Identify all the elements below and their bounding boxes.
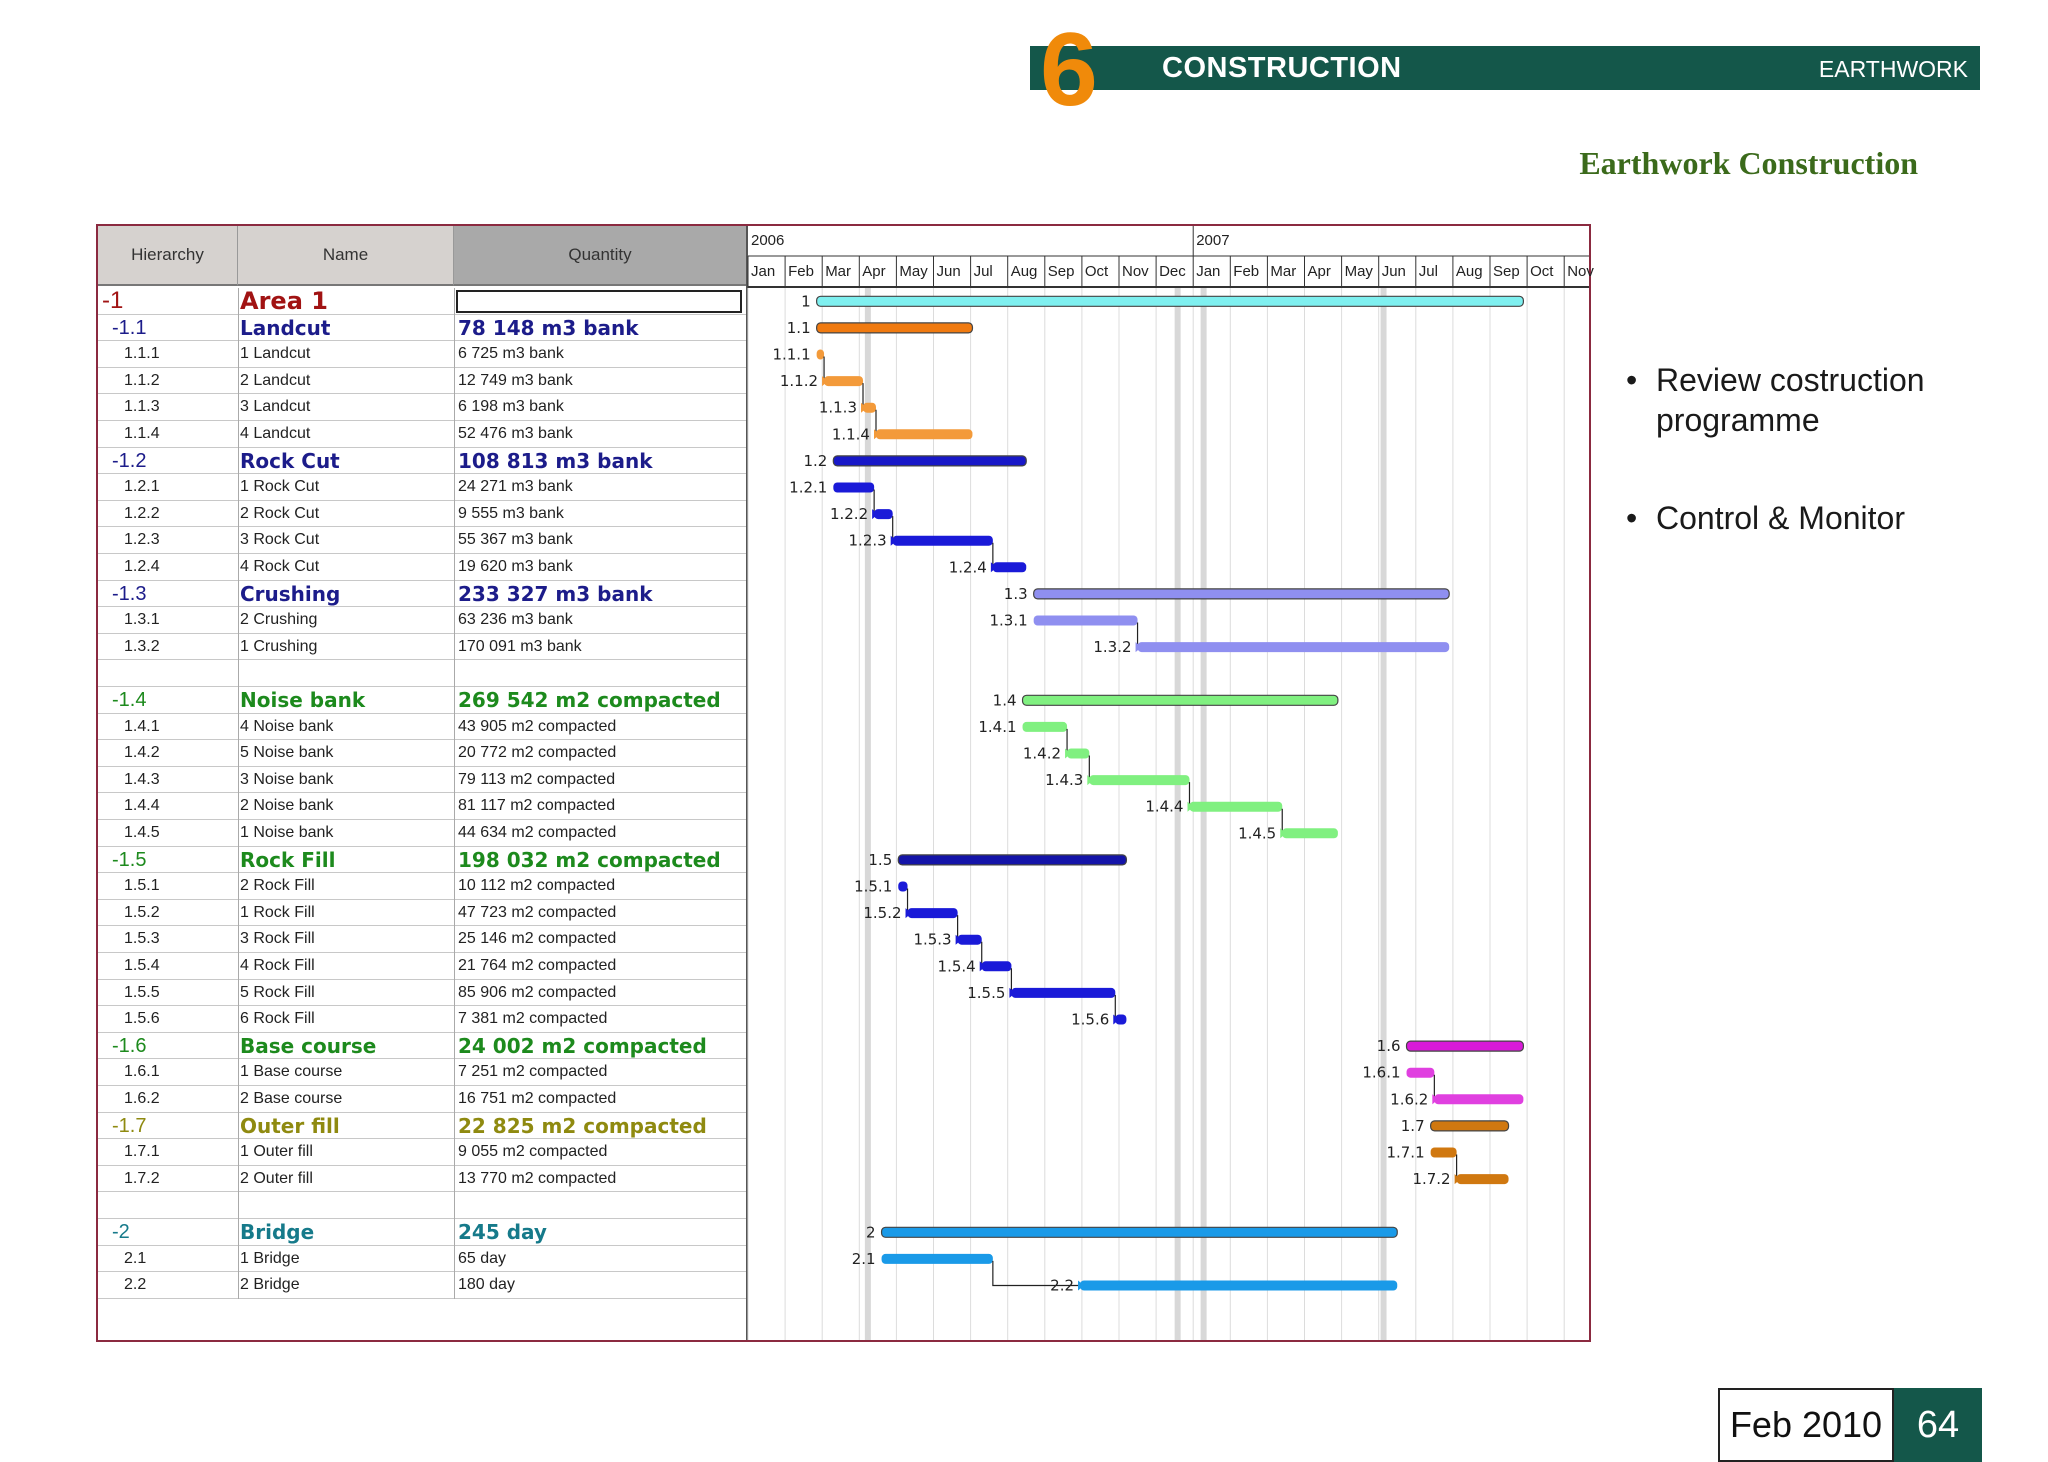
quantity-cell: 25 146 m2 compacted — [458, 930, 617, 948]
bar-label: 1.4.3 — [1045, 771, 1084, 790]
month-label: May — [899, 263, 928, 280]
summary-bar — [898, 855, 1126, 865]
nonworking-strip — [1201, 288, 1207, 1340]
table-row[interactable] — [98, 847, 748, 874]
bullet-text: Review costruction programme — [1656, 362, 1925, 438]
table-row[interactable] — [98, 581, 748, 608]
name-cell — [240, 1192, 450, 1219]
name-cell: 6 Rock Fill — [240, 1010, 315, 1028]
quantity-cell: 269 542 m2 compacted — [458, 688, 721, 712]
table-row[interactable] — [98, 1219, 748, 1246]
month-label: Feb — [1233, 263, 1260, 280]
quantity-cell: 19 620 m3 bank — [458, 558, 573, 575]
column-header-quantity[interactable]: Quantity — [454, 226, 748, 286]
bar-label: 2.1 — [851, 1249, 876, 1268]
task-bar — [1138, 642, 1450, 652]
hierarchy-cell: 1.4.1 — [124, 717, 160, 735]
quantity-cell: 6 725 m3 bank — [458, 345, 564, 363]
quantity-cell: 198 032 m2 compacted — [458, 847, 721, 872]
bullet-list — [1622, 360, 2022, 596]
quantity-cell: 10 112 m2 compacted — [458, 877, 616, 895]
quantity-cell: 81 117 m2 compacted — [458, 797, 616, 815]
bar-label: 1.4 — [992, 691, 1017, 710]
table-row[interactable] — [98, 607, 748, 634]
bar-label: 1.7.1 — [1386, 1143, 1425, 1162]
month-label: Jul — [1418, 263, 1438, 280]
month-label: Apr — [1307, 263, 1331, 280]
table-row[interactable] — [98, 1166, 748, 1193]
name-cell: Rock Cut — [240, 448, 340, 473]
summary-bar — [1023, 695, 1338, 705]
table-row[interactable] — [98, 315, 748, 342]
bullet-item — [1622, 498, 2022, 538]
summary-bar — [1034, 589, 1450, 599]
page-number: 64 — [1894, 1388, 1982, 1462]
hierarchy-cell: 1.1.4 — [124, 425, 160, 442]
table-row[interactable] — [98, 873, 748, 900]
hierarchy-cell: 1.5.3 — [124, 930, 160, 948]
table-row[interactable] — [98, 474, 748, 501]
year-label: 2007 — [1196, 232, 1230, 249]
hierarchy-cell: -1.1 — [112, 316, 147, 339]
bar-label: 1.1.1 — [772, 345, 811, 364]
table-row[interactable] — [98, 554, 748, 581]
quantity-cell: 63 236 m3 bank — [458, 611, 573, 629]
bar-label: 1.2.4 — [948, 558, 987, 577]
hierarchy-cell: -1.2 — [112, 449, 147, 472]
quantity-cell — [458, 1192, 743, 1219]
month-label: Jan — [751, 263, 776, 280]
quantity-cell: 24 271 m3 bank — [458, 478, 573, 496]
nonworking-strip — [865, 288, 871, 1340]
hierarchy-cell: -1.6 — [112, 1034, 147, 1057]
quantity-cell: 79 113 m2 compacted — [458, 770, 616, 788]
bar-label: 1.5.6 — [1071, 1010, 1110, 1029]
bar-label: 1.5.2 — [863, 904, 902, 923]
name-cell: 3 Landcut — [240, 398, 311, 416]
name-cell: 1 Bridge — [240, 1249, 300, 1267]
hierarchy-cell: 1.2.4 — [124, 558, 160, 575]
name-cell: 5 Rock Fill — [240, 983, 315, 1001]
table-row[interactable] — [98, 980, 748, 1007]
section-subtitle: EARTHWORK — [1818, 56, 1968, 82]
bar-label: 1.5 — [868, 850, 893, 869]
hierarchy-cell: 1.2.3 — [124, 531, 160, 549]
table-row[interactable] — [98, 501, 748, 528]
table-row[interactable] — [98, 1033, 748, 1060]
bar-label: 1.2.2 — [829, 505, 869, 524]
month-label: Jan — [1196, 263, 1221, 280]
name-cell: 1 Noise bank — [240, 824, 334, 841]
table-row[interactable] — [98, 953, 748, 980]
bar-label: 1.1.3 — [818, 398, 858, 417]
hierarchy-cell: 1.1.2 — [124, 371, 160, 389]
hierarchy-cell: 1.5.5 — [124, 983, 160, 1001]
task-bar — [882, 1254, 993, 1264]
table-row[interactable] — [98, 1113, 748, 1140]
name-cell — [240, 660, 450, 687]
bullet-dot-icon: • — [1626, 362, 1638, 398]
month-label: Sep — [1493, 263, 1520, 280]
name-cell: Landcut — [240, 315, 331, 340]
task-bar — [1011, 988, 1115, 998]
quantity-cell: 7 251 m2 compacted — [458, 1063, 608, 1081]
bar-label: 1.7 — [1400, 1116, 1425, 1135]
bar-label: 1.5.4 — [937, 957, 976, 976]
name-cell: 4 Landcut — [240, 425, 311, 442]
column-divider — [454, 288, 455, 1299]
hierarchy-cell: 2.2 — [124, 1276, 147, 1294]
hierarchy-cell: 1.5.6 — [124, 1010, 160, 1028]
bar-label: 1.3.2 — [1093, 638, 1132, 657]
task-bar — [876, 429, 972, 439]
bar-label: 2.2 — [1050, 1276, 1075, 1295]
table-row[interactable] — [98, 527, 748, 554]
hierarchy-cell: 1.2.1 — [124, 478, 160, 496]
task-bar — [1431, 1148, 1457, 1158]
table-row[interactable] — [98, 926, 748, 953]
table-row[interactable] — [98, 767, 748, 794]
bar-label: 1.3 — [1003, 584, 1028, 603]
column-header-name[interactable]: Name — [238, 226, 454, 286]
month-label: Dec — [1159, 263, 1186, 280]
name-cell: 4 Rock Cut — [240, 558, 320, 575]
table-row[interactable] — [98, 394, 748, 421]
task-bar — [908, 908, 958, 918]
table-row[interactable] — [98, 448, 748, 475]
page-title: Earthwork Construction — [1579, 145, 1918, 181]
table-row[interactable] — [98, 1006, 748, 1033]
bar-label: 1.4.4 — [1145, 797, 1184, 816]
hierarchy-cell: 1.7.1 — [124, 1143, 160, 1161]
name-cell: 1 Outer fill — [240, 1143, 313, 1161]
month-label: Jun — [1381, 263, 1406, 280]
table-row-spacer — [98, 1192, 748, 1219]
table-row[interactable] — [98, 288, 748, 315]
quantity-cell: 170 091 m3 bank — [458, 637, 582, 655]
task-bar — [817, 350, 824, 360]
month-label: Jul — [973, 263, 993, 280]
table-row[interactable] — [98, 793, 748, 820]
task-bar — [898, 882, 907, 892]
table-header — [98, 226, 748, 286]
bar-label: 1.6.1 — [1362, 1063, 1401, 1082]
name-cell: 2 Crushing — [240, 611, 318, 629]
bar-label: 1.1.2 — [779, 372, 819, 391]
nonworking-strip — [1381, 288, 1387, 1340]
bar-label: 1.4.2 — [1022, 744, 1062, 763]
table-row[interactable] — [98, 820, 748, 847]
month-label: Aug — [1455, 263, 1483, 280]
table-row[interactable] — [98, 714, 748, 741]
name-cell: 3 Rock Cut — [240, 531, 320, 549]
bar-label: 1.4.5 — [1238, 824, 1277, 843]
gantt-timeline — [748, 226, 1594, 1340]
gantt-chart — [96, 224, 1594, 1342]
month-label: Oct — [1530, 263, 1554, 280]
section-number: 6 — [1040, 12, 1098, 128]
name-cell: 1 Base course — [240, 1063, 343, 1081]
quantity-cell: 6 198 m3 bank — [458, 398, 564, 416]
bar-label: 1.5.1 — [854, 877, 893, 896]
name-cell: Noise bank — [240, 688, 366, 712]
summary-bar — [882, 1227, 1398, 1237]
hierarchy-cell — [102, 1192, 232, 1219]
month-label: Nov — [1122, 263, 1149, 280]
bar-label: 1.6.2 — [1390, 1090, 1429, 1109]
name-cell: 2 Bridge — [240, 1276, 300, 1294]
task-bar — [893, 536, 993, 546]
quantity-cell: 21 764 m2 compacted — [458, 957, 617, 974]
table-row[interactable] — [98, 634, 748, 661]
hierarchy-cell: 1.4.4 — [124, 797, 160, 815]
year-label: 2006 — [751, 232, 785, 249]
quantity-cell: 85 906 m2 compacted — [458, 983, 617, 1001]
quantity-cell: 16 751 m2 compacted — [458, 1090, 617, 1107]
quantity-cell: 55 367 m3 bank — [458, 531, 573, 549]
task-bar — [1080, 1281, 1397, 1291]
bar-label: 1 — [801, 292, 811, 311]
quantity-cell: 180 day — [458, 1276, 515, 1294]
hierarchy-cell: -1.5 — [112, 848, 147, 871]
footer-date: Feb 2010 — [1718, 1388, 1894, 1462]
summary-bar — [1431, 1121, 1509, 1131]
hierarchy-cell: -2 — [112, 1221, 130, 1243]
quantity-cell: 9 555 m3 bank — [458, 504, 564, 522]
table-row[interactable] — [98, 421, 748, 448]
bar-label: 1.1.4 — [831, 425, 870, 444]
table-row[interactable] — [98, 1059, 748, 1086]
hierarchy-cell: -1 — [102, 287, 124, 314]
name-cell: 2 Landcut — [240, 371, 311, 389]
section-title: CONSTRUCTION — [1162, 52, 1402, 84]
quantity-cell: 12 749 m3 bank — [458, 371, 573, 389]
month-label: Nov — [1567, 263, 1594, 280]
name-cell: Rock Fill — [240, 847, 336, 872]
task-bar — [1089, 775, 1189, 785]
name-cell: 3 Rock Fill — [240, 930, 315, 948]
hierarchy-cell: 1.5.1 — [124, 877, 160, 895]
hierarchy-cell: 1.4.2 — [124, 744, 160, 762]
bar-label: 1.5.3 — [913, 930, 952, 949]
bar-label: 1.1 — [786, 318, 811, 337]
quantity-cell: 7 381 m2 compacted — [458, 1010, 608, 1028]
bar-label: 1.5.5 — [967, 983, 1006, 1002]
table-row[interactable] — [98, 1272, 748, 1299]
bar-label: 1.4.1 — [978, 717, 1017, 736]
table-row[interactable] — [98, 1246, 748, 1273]
name-cell: 2 Rock Fill — [240, 877, 315, 895]
summary-bar — [817, 323, 973, 333]
bar-label: 1.7.2 — [1412, 1170, 1451, 1189]
month-label: Feb — [788, 263, 814, 280]
table-row[interactable] — [98, 341, 748, 368]
month-label: Oct — [1084, 263, 1109, 280]
table-row[interactable] — [98, 900, 748, 927]
quantity-cell: 13 770 m2 compacted — [458, 1169, 617, 1187]
hierarchy-cell: 1.2.2 — [124, 504, 160, 522]
task-bar — [824, 376, 863, 386]
month-label: Sep — [1047, 263, 1075, 280]
hierarchy-cell: 1.6.2 — [124, 1090, 160, 1107]
name-cell: 1 Landcut — [240, 345, 311, 363]
task-bar — [993, 562, 1026, 572]
month-label: Aug — [1010, 263, 1038, 280]
quantity-cell: 47 723 m2 compacted — [458, 903, 617, 921]
quantity-cell: 20 772 m2 compacted — [458, 744, 617, 762]
bullet-dot-icon: • — [1626, 500, 1638, 536]
name-cell: Bridge — [240, 1220, 315, 1244]
bar-label: 2 — [866, 1223, 876, 1242]
name-cell: Base course — [240, 1033, 377, 1058]
quantity-cell: 9 055 m2 compacted — [458, 1143, 608, 1161]
bar-label: 1.2.1 — [789, 478, 828, 497]
quantity-input[interactable] — [456, 290, 742, 313]
task-bar — [982, 961, 1012, 971]
bar-label: 1.2.3 — [848, 531, 887, 550]
hierarchy-cell: 1.4.3 — [124, 770, 160, 788]
hierarchy-cell: 1.6.1 — [124, 1063, 160, 1081]
name-cell: 5 Noise bank — [240, 744, 334, 762]
name-cell: 2 Rock Cut — [240, 504, 320, 522]
quantity-cell: 52 476 m3 bank — [458, 425, 573, 442]
name-cell: Area 1 — [240, 287, 328, 315]
summary-bar — [833, 456, 1026, 466]
table-row[interactable] — [98, 740, 748, 767]
column-divider — [238, 288, 239, 1299]
hierarchy-cell: 1.7.2 — [124, 1169, 160, 1187]
bar-label: 1.6 — [1376, 1037, 1401, 1056]
bar-label: 1.3.1 — [989, 611, 1028, 630]
name-cell: 4 Noise bank — [240, 717, 334, 735]
quantity-cell — [458, 660, 743, 687]
name-cell: 1 Rock Fill — [240, 903, 315, 921]
hierarchy-cell: 1.3.1 — [124, 611, 160, 629]
task-bar — [1189, 802, 1282, 812]
table-row[interactable] — [98, 687, 748, 714]
bar-label: 1.2 — [803, 451, 828, 470]
hierarchy-cell: -1.7 — [112, 1114, 147, 1137]
name-cell: 1 Crushing — [240, 637, 318, 655]
hierarchy-cell: 1.5.2 — [124, 903, 160, 921]
hierarchy-cell: 1.3.2 — [124, 637, 160, 655]
table-row[interactable] — [98, 1139, 748, 1166]
quantity-cell: 108 813 m3 bank — [458, 448, 653, 473]
quantity-cell: 65 day — [458, 1249, 507, 1267]
bullet-text: Control & Monitor — [1656, 500, 1905, 536]
task-bar — [1434, 1094, 1523, 1104]
task-bar — [1023, 722, 1068, 732]
hierarchy-cell: -1.4 — [112, 689, 147, 711]
name-cell: 4 Rock Fill — [240, 957, 315, 974]
task-bar — [1407, 1068, 1435, 1078]
summary-bar — [1407, 1041, 1524, 1051]
hierarchy-cell: 1.1.3 — [124, 398, 160, 416]
quantity-cell: 24 002 m2 compacted — [458, 1033, 707, 1058]
month-label: Apr — [862, 263, 886, 280]
task-bar — [1457, 1174, 1509, 1184]
quantity-cell: 233 327 m3 bank — [458, 581, 653, 606]
task-bar — [1034, 616, 1138, 626]
name-cell: 3 Noise bank — [240, 770, 334, 788]
bullet-item — [1622, 360, 2022, 440]
quantity-cell: 22 825 m2 compacted — [458, 1113, 707, 1138]
quantity-cell: 43 905 m2 compacted — [458, 717, 617, 735]
month-label: Mar — [1270, 263, 1297, 280]
month-label: Jun — [936, 263, 961, 280]
name-cell: 2 Outer fill — [240, 1169, 313, 1187]
name-cell: 1 Rock Cut — [240, 478, 320, 496]
month-label: Mar — [825, 263, 852, 280]
hierarchy-cell: 1.1.1 — [124, 345, 160, 363]
table-row[interactable] — [98, 1086, 748, 1113]
hierarchy-cell: 1.4.5 — [124, 824, 160, 841]
name-cell: Crushing — [240, 581, 341, 606]
task-bar — [1282, 828, 1338, 838]
quantity-cell: 245 day — [458, 1220, 547, 1244]
month-label: May — [1344, 263, 1373, 280]
hierarchy-cell: -1.3 — [112, 582, 147, 605]
name-cell: 2 Noise bank — [240, 797, 334, 815]
name-cell: Outer fill — [240, 1113, 340, 1138]
quantity-cell: 44 634 m2 compacted — [458, 824, 617, 841]
name-cell: 2 Base course — [240, 1090, 343, 1107]
task-bar — [833, 483, 874, 493]
hierarchy-cell — [102, 660, 232, 687]
quantity-cell: 78 148 m3 bank — [458, 315, 639, 340]
table-row[interactable] — [98, 368, 748, 395]
hierarchy-cell: 1.5.4 — [124, 957, 160, 974]
table-row-spacer — [98, 660, 748, 687]
column-header-hierarchy[interactable]: Hierarchy — [98, 226, 238, 286]
summary-bar — [817, 296, 1524, 306]
hierarchy-cell: 2.1 — [124, 1249, 147, 1267]
